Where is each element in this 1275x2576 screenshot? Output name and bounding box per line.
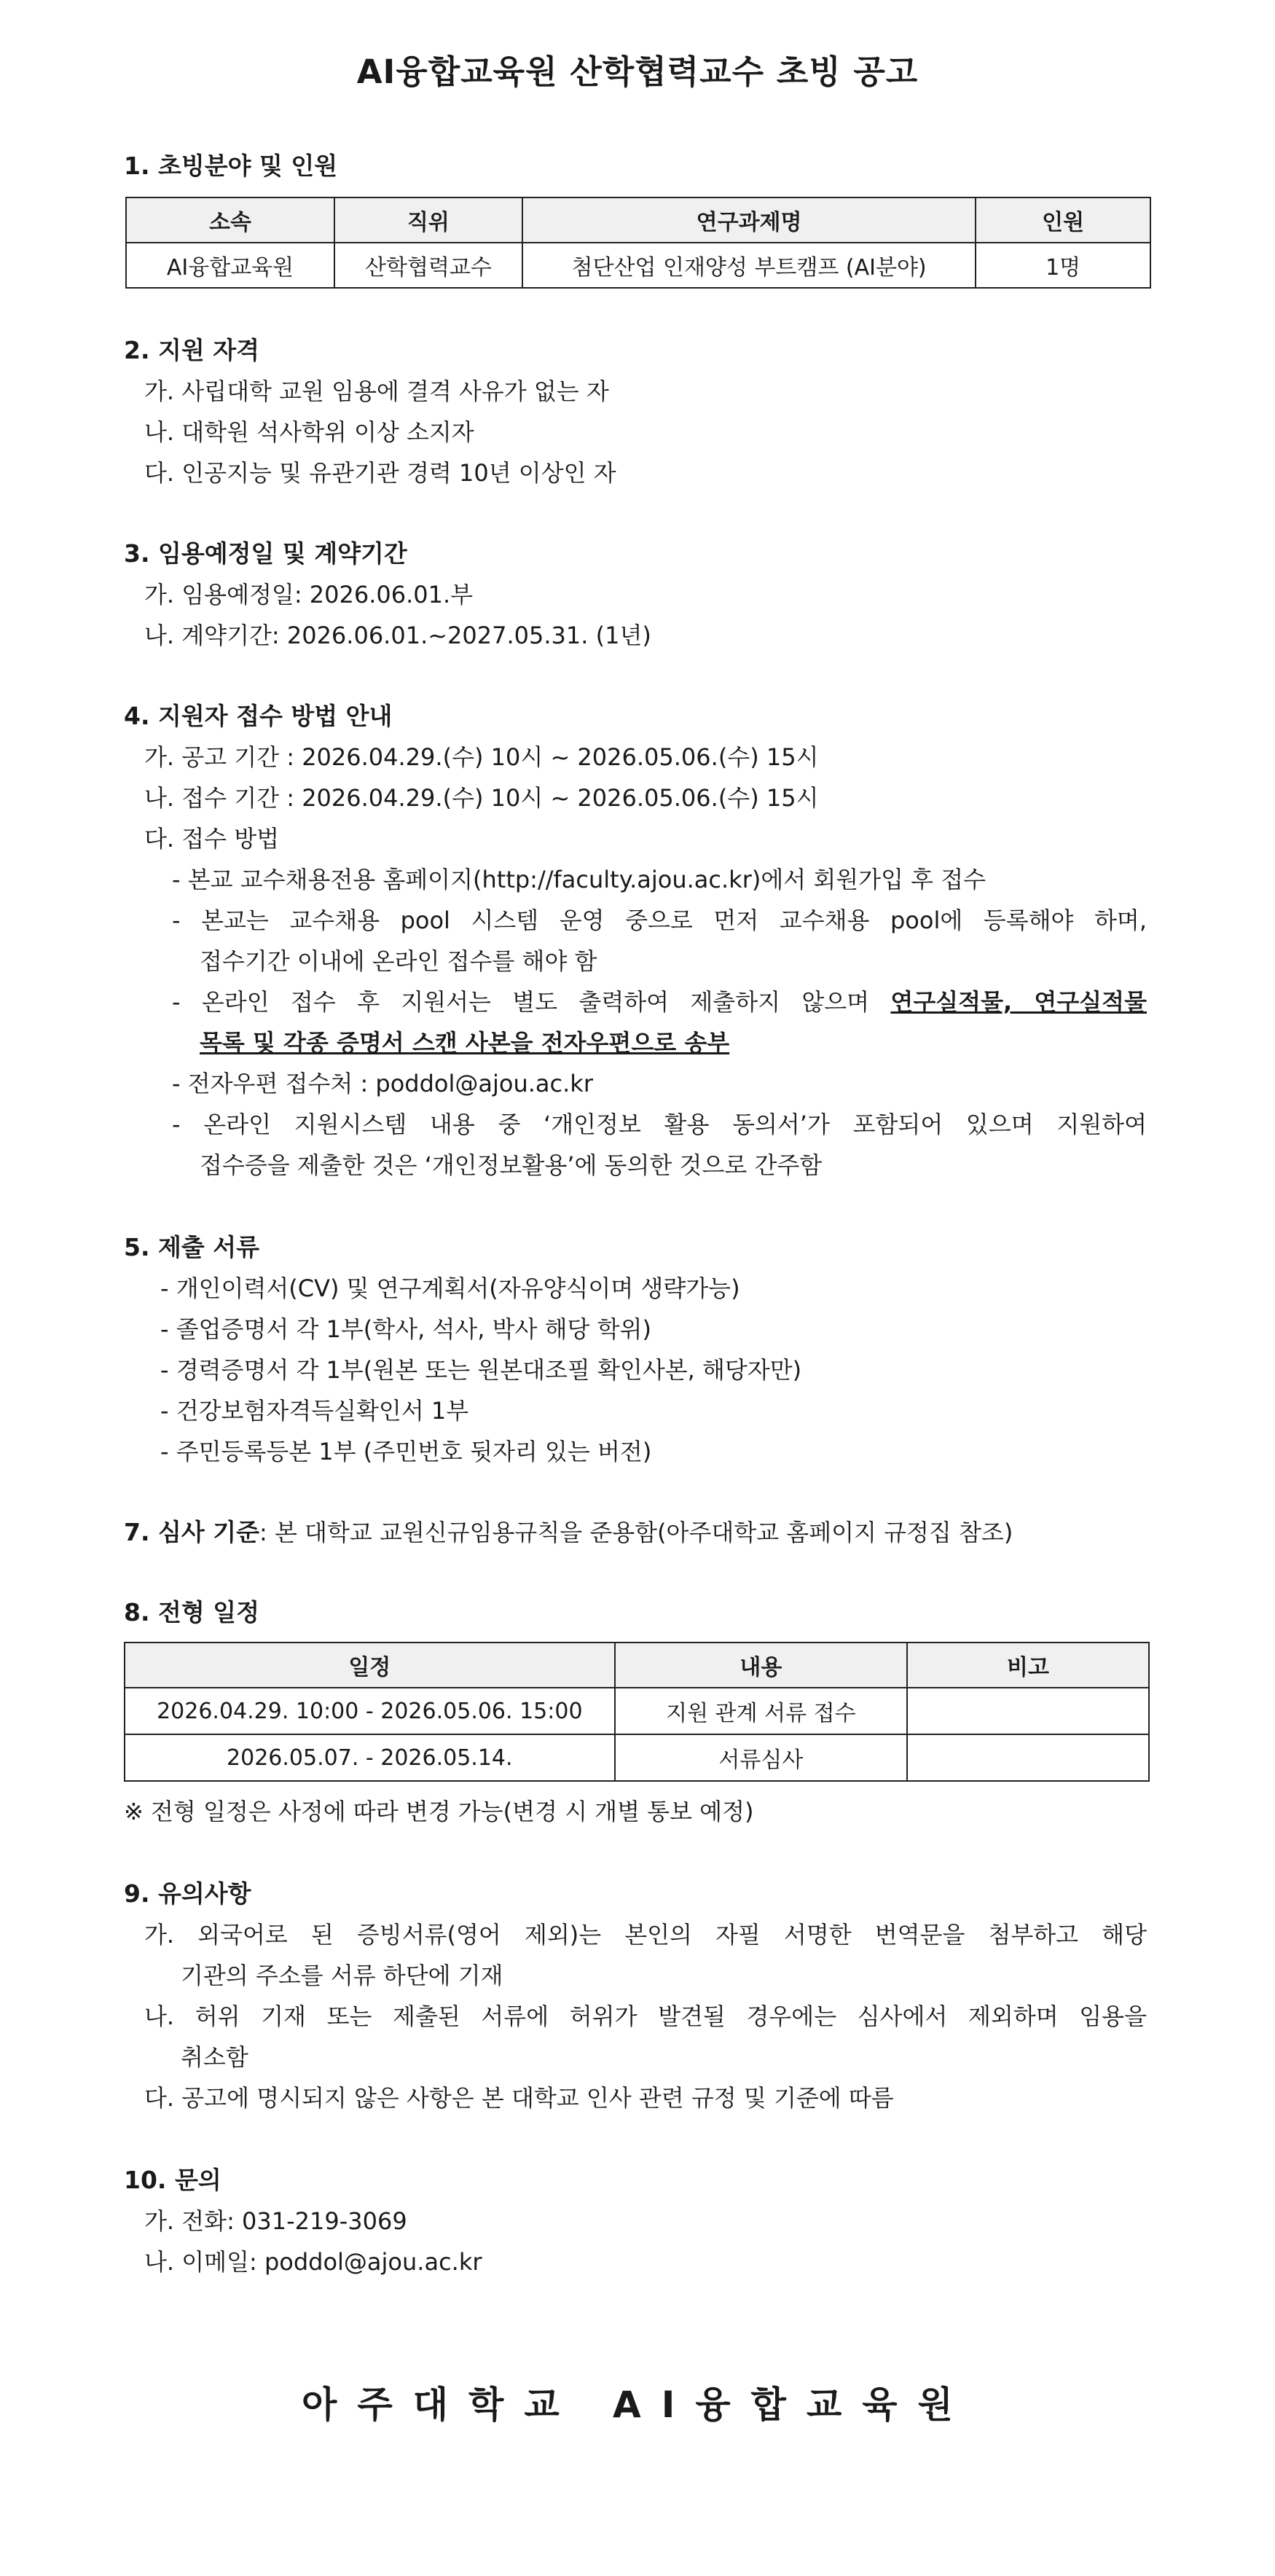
emphasis-text: 연구실적물, 연구실적물 bbox=[890, 988, 1147, 1016]
table-cell bbox=[907, 1734, 1149, 1781]
list-item: 다. 인공지능 및 유관기관 경력 10년 이상인 자 bbox=[144, 459, 616, 487]
email-contact: 나. 이메일: poddol@ajou.ac.kr bbox=[144, 2248, 482, 2276]
section-5-heading: 5. 제출 서류 bbox=[124, 1233, 259, 1261]
section-7-title: 7. 심사 기준 bbox=[124, 1518, 259, 1546]
table-cell: 서류심사 bbox=[615, 1734, 907, 1781]
section-8-heading: 8. 전형 일정 bbox=[124, 1598, 259, 1626]
recruitment-table bbox=[125, 197, 1151, 289]
schedule-note: ※ 전형 일정은 사정에 따라 변경 가능(변경 시 개별 통보 예정) bbox=[124, 1798, 754, 1825]
section-9-heading: 9. 유의사항 bbox=[124, 1879, 251, 1908]
table-header: 직위 bbox=[334, 197, 522, 243]
section-10-heading: 10. 문의 bbox=[124, 2166, 221, 2194]
table-cell: 1명 bbox=[976, 243, 1150, 288]
email-contact-item: - 전자우편 접수처 : poddol@ajou.ac.kr bbox=[172, 1070, 593, 1097]
section-7-heading bbox=[124, 1514, 1013, 1548]
table-header: 인원 bbox=[976, 197, 1150, 243]
list-item: 가. 임용예정일: 2026.06.01.부 bbox=[144, 581, 474, 608]
table-header: 비고 bbox=[907, 1643, 1149, 1688]
list-item-continuation bbox=[200, 1025, 729, 1058]
list-item: 다. 접수 방법 bbox=[144, 825, 280, 853]
list-item: 나. 대학원 석사학위 이상 소지자 bbox=[144, 418, 474, 446]
list-item: 가. 외국어로 된 증빙서류(영어 제외)는 본인의 자필 서명한 번역문을 첨부하고 해당 bbox=[144, 1921, 1147, 1949]
list-item: - 졸업증명서 각 1부(학사, 석사, 박사 해당 학위) bbox=[160, 1315, 651, 1343]
page-title: AI융합교육원 산학협력교수 초빙 공고 bbox=[356, 52, 919, 91]
emphasis-text: 목록 및 각종 증명서 스캔 사본을 전자우편으로 송부 bbox=[200, 1029, 730, 1057]
table-header: 연구과제명 bbox=[522, 197, 976, 243]
list-item: - 본교 교수채용전용 홈페이지(http://faculty.ajou.ac.kr)에서 회원가입 후 접수 bbox=[172, 866, 986, 893]
table-header: 일정 bbox=[125, 1643, 615, 1688]
section-1-heading: 1. 초빙분야 및 인원 bbox=[124, 152, 338, 180]
footer-institution-name: 아주대학교 AI융합교육원 bbox=[302, 2384, 973, 2426]
section-2-heading: 2. 지원 자격 bbox=[124, 336, 259, 364]
section-4-heading: 4. 지원자 접수 방법 안내 bbox=[124, 702, 393, 730]
table-cell: 산학협력교수 bbox=[334, 243, 522, 288]
list-item: - 주민등록등본 1부 (주민번호 뒷자리 있는 버전) bbox=[160, 1438, 652, 1465]
list-item-continuation: 기관의 주소를 서류 하단에 기재 bbox=[181, 1962, 503, 1989]
list-item: 나. 접수 기간 : 2026.04.29.(수) 10시 ~ 2026.05.06.(수) 15시 bbox=[144, 784, 819, 812]
table-header: 소속 bbox=[126, 197, 334, 243]
section-7-text: : 본 대학교 교원신규임용규칙을 준용함(아주대학교 홈페이지 규정집 참조) bbox=[259, 1519, 1013, 1546]
list-item: - 건강보험자격득실확인서 1부 bbox=[160, 1397, 469, 1425]
table-cell: 2026.04.29. 10:00 - 2026.05.06. 15:00 bbox=[125, 1688, 615, 1734]
list-item-text: - 온라인 접수 후 지원서는 별도 출력하여 제출하지 않으며 bbox=[172, 988, 891, 1016]
table-cell: 2026.05.07. - 2026.05.14. bbox=[125, 1734, 615, 1781]
list-item: - 본교는 교수채용 pool 시스템 운영 중으로 먼저 교수채용 pool에 등록해야 하며, bbox=[172, 907, 1147, 934]
list-item: 가. 사립대학 교원 임용에 결격 사유가 없는 자 bbox=[144, 377, 609, 405]
table-cell: AI융합교육원 bbox=[126, 243, 334, 288]
list-item: 가. 공고 기간 : 2026.04.29.(수) 10시 ~ 2026.05.06.(수) 15시 bbox=[144, 743, 819, 771]
list-item-continuation: 접수기간 이내에 온라인 접수를 해야 함 bbox=[200, 947, 597, 975]
table-header: 내용 bbox=[615, 1643, 907, 1688]
table-cell bbox=[907, 1688, 1149, 1734]
table-cell: 첨단산업 인재양성 부트캠프 (AI분야) bbox=[522, 243, 976, 288]
list-item-continuation: 접수증을 제출한 것은 ‘개인정보활용’에 동의한 것으로 간주함 bbox=[200, 1151, 823, 1179]
section-3-heading: 3. 임용예정일 및 계약기간 bbox=[124, 539, 407, 568]
list-item: - 온라인 지원시스템 내용 중 ‘개인정보 활용 동의서’가 포함되어 있으며 지원하여 bbox=[172, 1111, 1147, 1138]
table-row bbox=[125, 1734, 1149, 1781]
list-item: 다. 공고에 명시되지 않은 사항은 본 대학교 인사 관련 규정 및 기준에 따름 bbox=[144, 2084, 894, 2112]
table-cell: 지원 관계 서류 접수 bbox=[615, 1688, 907, 1734]
list-item: - 개인이력서(CV) 및 연구계획서(자유양식이며 생략가능) bbox=[160, 1275, 740, 1302]
list-item bbox=[172, 984, 1147, 1017]
list-item-continuation: 취소함 bbox=[181, 2043, 248, 2071]
phone-contact: 가. 전화: 031-219-3069 bbox=[144, 2207, 407, 2235]
schedule-table bbox=[124, 1642, 1150, 1782]
list-item: 나. 허위 기재 또는 제출된 서류에 허위가 발견될 경우에는 심사에서 제외하며 임용을 bbox=[144, 2003, 1147, 2030]
list-item: - 경력증명서 각 1부(원본 또는 원본대조필 확인사본, 해당자만) bbox=[160, 1356, 802, 1384]
list-item: 나. 계약기간: 2026.06.01.~2027.05.31. (1년) bbox=[144, 622, 651, 649]
table-row bbox=[125, 1688, 1149, 1734]
